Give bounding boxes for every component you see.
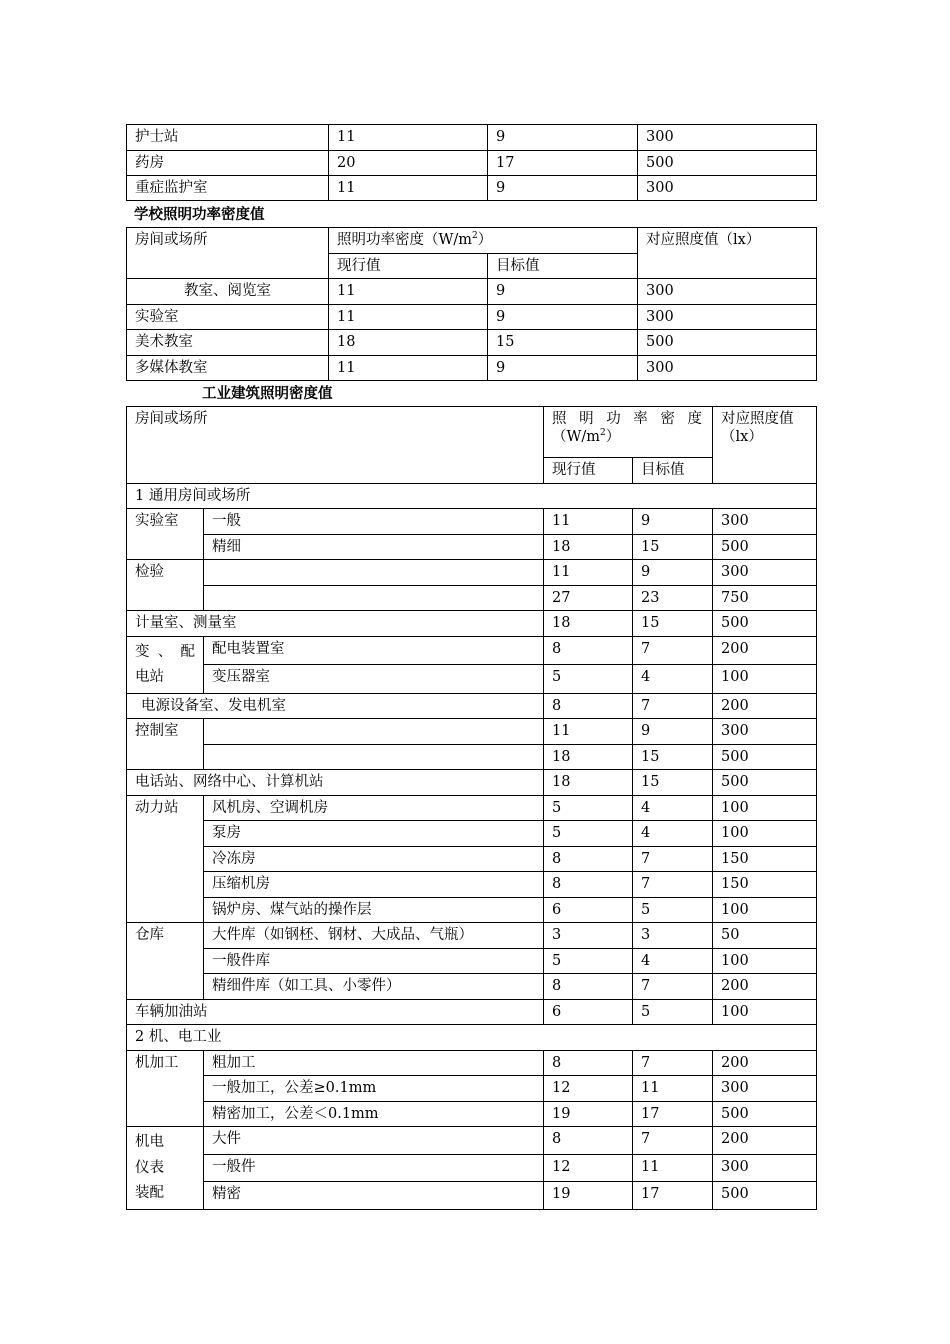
- current-value: 8: [544, 872, 633, 898]
- target-value: 7: [633, 1051, 713, 1076]
- header-current: 现行值: [329, 254, 488, 279]
- table-row: [127, 560, 817, 586]
- table-row: [127, 637, 817, 665]
- header-row: [127, 407, 817, 458]
- lux-value: 100: [713, 898, 817, 923]
- header-target: 目标值: [633, 458, 713, 484]
- table-row: [127, 719, 817, 745]
- table-row: [127, 611, 817, 637]
- sub-room-cell: [204, 745, 544, 770]
- target-value: 15: [488, 330, 638, 356]
- current-value: 11: [329, 125, 488, 151]
- current-value: 5: [544, 949, 633, 974]
- sub-room-cell: 大件: [204, 1127, 544, 1155]
- room-cell: 美术教室: [127, 330, 329, 356]
- sub-room-cell: [204, 586, 544, 611]
- lux-value: 300: [638, 176, 817, 201]
- current-value: 5: [544, 796, 633, 821]
- section-row: [127, 1025, 817, 1051]
- table-row: [127, 872, 817, 898]
- sub-room-cell: 粗加工: [204, 1051, 544, 1076]
- sub-room-cell: 一般件: [204, 1155, 544, 1182]
- target-value: 23: [633, 586, 713, 611]
- room-cell: 控制室: [127, 719, 204, 770]
- current-value: 11: [329, 305, 488, 330]
- target-value: 11: [633, 1155, 713, 1182]
- lux-value: 200: [713, 1127, 817, 1155]
- current-value: 11: [544, 509, 633, 535]
- room-cell: 药房: [127, 151, 329, 176]
- lux-value: 300: [638, 125, 817, 151]
- sub-room-cell: 冷冻房: [204, 847, 544, 872]
- header-current: 现行值: [544, 458, 633, 484]
- target-value: 9: [488, 125, 638, 151]
- header-room: 房间或场所: [127, 407, 544, 484]
- target-value: 7: [633, 872, 713, 898]
- target-value: 9: [488, 279, 638, 305]
- lux-value: 300: [713, 1076, 817, 1102]
- section-row: [127, 484, 817, 509]
- table-row: [127, 821, 817, 847]
- room-cell: 教室、阅览室: [127, 279, 329, 305]
- section-mechanical: 2 机、电工业: [127, 1025, 817, 1051]
- lux-value: 750: [713, 586, 817, 611]
- lux-value: 150: [713, 847, 817, 872]
- header-lux: [713, 407, 817, 484]
- target-value: 15: [633, 770, 713, 796]
- target-value: 17: [633, 1181, 713, 1209]
- unit-superscript: 2: [472, 231, 478, 242]
- room-cell-line1: 变、配: [135, 644, 195, 660]
- table-row: [127, 305, 817, 330]
- room-cell: 动力站: [127, 796, 204, 923]
- sub-room-cell: 精密: [204, 1181, 544, 1209]
- current-value: 11: [329, 279, 488, 305]
- sub-room-cell: [204, 560, 544, 586]
- target-value: 4: [633, 949, 713, 974]
- lux-value: 150: [713, 872, 817, 898]
- lux-value: 500: [638, 330, 817, 356]
- lux-value: 300: [638, 279, 817, 305]
- target-value: 9: [633, 560, 713, 586]
- room-cell: 重症监护室: [127, 176, 329, 201]
- header-density-unit: （W/m: [552, 429, 601, 445]
- table-row: [127, 923, 817, 949]
- lux-value: 500: [713, 770, 817, 796]
- table-row: [127, 1102, 817, 1127]
- table-row: [127, 1181, 817, 1209]
- unit-superscript: 2: [600, 428, 606, 439]
- table-row: [127, 796, 817, 821]
- current-value: 18: [544, 611, 633, 637]
- table-row: [127, 694, 817, 719]
- sub-room-cell: 压缩机房: [204, 872, 544, 898]
- lux-value: 50: [713, 923, 817, 949]
- lux-value: 500: [713, 535, 817, 560]
- current-value: 8: [544, 1127, 633, 1155]
- current-value: 11: [544, 560, 633, 586]
- room-cell: 电源设备室、发电机室: [127, 694, 544, 719]
- section-general: 1 通用房间或场所: [127, 484, 817, 509]
- header-lux-line1: 对应照度值: [721, 411, 794, 427]
- industrial-table: [126, 406, 817, 1210]
- target-value: 5: [633, 898, 713, 923]
- sub-room-cell: 精密加工，公差＜0.1mm: [204, 1102, 544, 1127]
- target-value: 7: [633, 637, 713, 665]
- table-row: [127, 279, 817, 305]
- table-row: [127, 151, 817, 176]
- sub-room-cell: [204, 719, 544, 745]
- table-row: [127, 1000, 817, 1025]
- header-density-line2: [552, 428, 704, 446]
- target-value: 9: [488, 356, 638, 381]
- current-value: 18: [544, 535, 633, 560]
- current-value: 20: [329, 151, 488, 176]
- lux-value: 500: [713, 745, 817, 770]
- header-lux-line2: （lx）: [721, 429, 763, 445]
- table-row: [127, 847, 817, 872]
- room-cell-line2: 仪表: [135, 1160, 164, 1176]
- sub-room-cell: 配电装置室: [204, 637, 544, 665]
- current-value: 8: [544, 847, 633, 872]
- current-value: 8: [544, 1051, 633, 1076]
- sub-room-cell: 变压器室: [204, 664, 544, 693]
- room-cell: 护士站: [127, 125, 329, 151]
- lux-value: 200: [713, 637, 817, 665]
- current-value: 18: [544, 770, 633, 796]
- header-row: [127, 228, 817, 254]
- target-value: 17: [633, 1102, 713, 1127]
- current-value: 3: [544, 923, 633, 949]
- school-table-title: 学校照明功率密度值: [134, 207, 265, 223]
- table-row: [127, 535, 817, 560]
- current-value: 27: [544, 586, 633, 611]
- target-value: 17: [488, 151, 638, 176]
- lux-value: 200: [713, 974, 817, 1000]
- header-density-text: 照明功率密度（W/m: [337, 232, 473, 248]
- room-cell: [127, 1127, 204, 1210]
- current-value: 19: [544, 1181, 633, 1209]
- current-value: 18: [329, 330, 488, 356]
- lux-value: 500: [713, 611, 817, 637]
- target-value: 15: [633, 745, 713, 770]
- current-value: 5: [544, 821, 633, 847]
- target-value: 4: [633, 664, 713, 693]
- table-row: [127, 745, 817, 770]
- sub-room-cell: 大件库（如钢柸、钢材、大成品、气瓶）: [204, 923, 544, 949]
- table-row: [127, 974, 817, 1000]
- current-value: 11: [329, 176, 488, 201]
- lux-value: 200: [713, 1051, 817, 1076]
- target-value: 7: [633, 974, 713, 1000]
- target-value: 4: [633, 821, 713, 847]
- table-row: [127, 586, 817, 611]
- industrial-table-title: 工业建筑照明密度值: [202, 386, 333, 402]
- target-value: 7: [633, 1127, 713, 1155]
- lux-value: 500: [638, 151, 817, 176]
- sub-room-cell: 一般件库: [204, 949, 544, 974]
- table-row: [127, 356, 817, 381]
- header-density-line1: 照明功率密度: [552, 411, 702, 427]
- table-row: [127, 1076, 817, 1102]
- table-row: [127, 1155, 817, 1182]
- lux-value: 200: [713, 694, 817, 719]
- target-value: 15: [633, 611, 713, 637]
- table-row: [127, 125, 817, 151]
- current-value: 12: [544, 1076, 633, 1102]
- room-cell: 机加工: [127, 1051, 204, 1127]
- table-row: [127, 330, 817, 356]
- current-value: 8: [544, 694, 633, 719]
- lux-value: 100: [713, 1000, 817, 1025]
- table-row: [127, 770, 817, 796]
- room-cell: 实验室: [127, 509, 204, 560]
- header-target: 目标值: [488, 254, 638, 279]
- sub-room-cell: 泵房: [204, 821, 544, 847]
- current-value: 5: [544, 664, 633, 693]
- lux-value: 300: [638, 305, 817, 330]
- current-value: 8: [544, 974, 633, 1000]
- current-value: 18: [544, 745, 633, 770]
- current-value: 6: [544, 1000, 633, 1025]
- lux-value: 300: [713, 509, 817, 535]
- table-row: [127, 898, 817, 923]
- lux-value: 500: [713, 1102, 817, 1127]
- room-cell-line2: 电站: [135, 669, 164, 685]
- current-value: 6: [544, 898, 633, 923]
- sub-room-cell: 一般: [204, 509, 544, 535]
- current-value: 11: [544, 719, 633, 745]
- target-value: 9: [633, 509, 713, 535]
- lux-value: 300: [713, 1155, 817, 1182]
- school-table: [126, 227, 817, 381]
- current-value: 11: [329, 356, 488, 381]
- target-value: 7: [633, 694, 713, 719]
- header-density: [544, 407, 713, 458]
- lux-value: 300: [638, 356, 817, 381]
- lux-value: 100: [713, 664, 817, 693]
- header-room: 房间或场所: [127, 228, 329, 279]
- target-value: 3: [633, 923, 713, 949]
- header-lux: 对应照度值（lx）: [638, 228, 817, 279]
- room-cell: 车辆加油站: [127, 1000, 544, 1025]
- hospital-table: [126, 124, 817, 201]
- target-value: 4: [633, 796, 713, 821]
- lux-value: 100: [713, 949, 817, 974]
- sub-room-cell: 一般加工，公差≥0.1mm: [204, 1076, 544, 1102]
- room-cell: 计量室、测量室: [127, 611, 544, 637]
- lux-value: 100: [713, 821, 817, 847]
- room-cell-line1: 机电: [135, 1134, 164, 1150]
- target-value: 15: [633, 535, 713, 560]
- room-cell: 实验室: [127, 305, 329, 330]
- header-density-close: ）: [477, 232, 493, 248]
- sub-room-cell: 精细: [204, 535, 544, 560]
- lux-value: 300: [713, 719, 817, 745]
- table-row: [127, 664, 817, 693]
- room-cell: 仓库: [127, 923, 204, 1000]
- room-cell-line3: 装配: [135, 1185, 164, 1201]
- room-cell: 多媒体教室: [127, 356, 329, 381]
- lux-value: 100: [713, 796, 817, 821]
- current-value: 12: [544, 1155, 633, 1182]
- target-value: 9: [488, 176, 638, 201]
- table-row: [127, 176, 817, 201]
- sub-room-cell: 锅炉房、煤气站的操作层: [204, 898, 544, 923]
- target-value: 11: [633, 1076, 713, 1102]
- current-value: 8: [544, 637, 633, 665]
- sub-room-cell: 精细件库（如工具、小零件）: [204, 974, 544, 1000]
- header-density: [329, 228, 638, 254]
- current-value: 19: [544, 1102, 633, 1127]
- lux-value: 300: [713, 560, 817, 586]
- header-density-close: ）: [605, 429, 621, 445]
- room-cell: [127, 637, 204, 694]
- table-row: [127, 1127, 817, 1155]
- table-row: [127, 949, 817, 974]
- target-value: 9: [633, 719, 713, 745]
- sub-room-cell: 风机房、空调机房: [204, 796, 544, 821]
- table-row: [127, 1051, 817, 1076]
- lux-value: 500: [713, 1181, 817, 1209]
- table-row: [127, 509, 817, 535]
- room-cell: 电话站、网络中心、计算机站: [127, 770, 544, 796]
- target-value: 5: [633, 1000, 713, 1025]
- room-cell: 检验: [127, 560, 204, 611]
- target-value: 7: [633, 847, 713, 872]
- target-value: 9: [488, 305, 638, 330]
